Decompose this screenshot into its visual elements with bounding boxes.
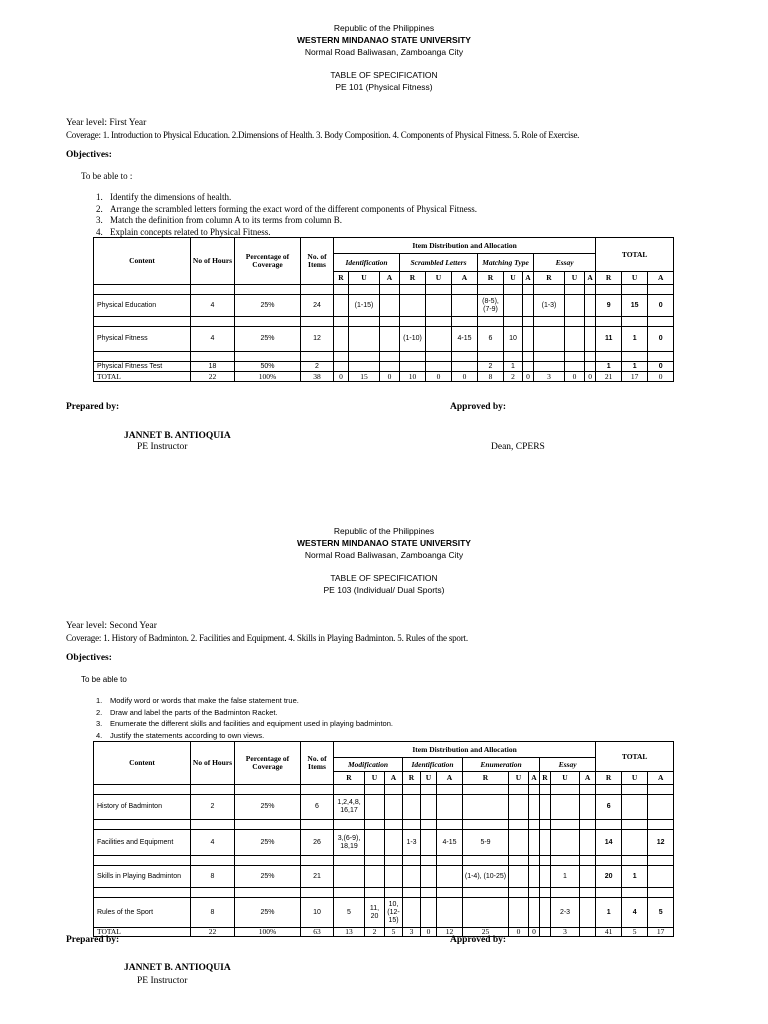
republic-line: Republic of the Philippines	[333, 526, 435, 536]
total-cell	[648, 795, 674, 820]
allocation-cell	[403, 795, 421, 820]
preparer-title: PE Instructor	[137, 442, 188, 452]
preparer-name: JANNET B. ANTIOQUIA	[124, 963, 231, 973]
university-name: WESTERN MINDANAO STATE UNIVERSITY	[297, 538, 471, 548]
allocation-cell	[463, 795, 509, 820]
allocation-cell	[421, 898, 437, 928]
allocation-cell	[400, 362, 426, 372]
total-cell: 14	[596, 830, 622, 856]
total-cell: 9	[596, 295, 622, 317]
allocation-cell	[437, 866, 463, 888]
allocation-cell: (1-10)	[400, 327, 426, 352]
allocation-cell: 13	[334, 928, 365, 937]
allocation-cell	[580, 898, 596, 928]
allocation-cell: (1-4), (10-25)	[463, 866, 509, 888]
allocation-cell	[437, 898, 463, 928]
hours-cell: 4	[191, 327, 235, 352]
specification-table	[93, 237, 674, 382]
total-cell: 0	[648, 295, 674, 317]
spacer-row	[94, 317, 674, 327]
republic-line: Republic of the Philippines	[333, 23, 435, 33]
header-type: Essay	[534, 254, 596, 272]
total-label: TOTAL	[94, 928, 191, 937]
total-cell: 17	[648, 928, 674, 937]
allocation-cell: 10	[400, 372, 426, 382]
total-cell: 15	[622, 295, 648, 317]
content-cell: Skills in Playing Badminton	[94, 866, 191, 888]
objectives-list	[96, 695, 393, 741]
allocation-cell	[334, 327, 349, 352]
header-a: A	[452, 272, 478, 285]
total-cell: 12	[648, 830, 674, 856]
allocation-cell	[421, 866, 437, 888]
to-be-able-to: To be able to :	[81, 171, 133, 181]
allocation-cell: 0	[426, 372, 452, 382]
header-a: A	[437, 772, 463, 785]
header-u: U	[622, 772, 648, 785]
year-level: Year level: First Year	[66, 118, 147, 128]
allocation-cell: 3	[534, 372, 565, 382]
allocation-cell: 5	[334, 898, 365, 928]
hours-cell: 22	[191, 372, 235, 382]
allocation-cell	[580, 866, 596, 888]
header-r: R	[463, 772, 509, 785]
allocation-cell	[380, 362, 400, 372]
allocation-cell: (1-15)	[349, 295, 380, 317]
coverage: Coverage: 1. History of Badminton. 2. Facilities and Equipment. 4. Skills in Playing Badminton. 5. Rules of the sport.	[66, 633, 468, 643]
allocation-cell: 0	[529, 928, 540, 937]
header-r: R	[403, 772, 421, 785]
allocation-cell: 2	[478, 362, 504, 372]
total-cell: 1	[596, 898, 622, 928]
allocation-cell	[437, 795, 463, 820]
header-u: U	[426, 272, 452, 285]
objective-item: 2. Arrange the scrambled letters forming the exact word of the different components of Physical Fitness.	[96, 203, 477, 214]
year-level: Year level: Second Year	[66, 621, 157, 631]
allocation-cell	[529, 866, 540, 888]
allocation-cell: 10, (12-15)	[385, 898, 403, 928]
header-type: Identification	[334, 254, 400, 272]
header-r: R	[596, 272, 622, 285]
total-cell: 5	[622, 928, 648, 937]
total-cell: 41	[596, 928, 622, 937]
allocation-cell	[385, 830, 403, 856]
allocation-cell	[421, 830, 437, 856]
hours-cell: 2	[191, 795, 235, 820]
content-cell: History of Badminton	[94, 795, 191, 820]
allocation-cell: 1	[504, 362, 523, 372]
allocation-cell: (8-5), (7-9)	[478, 295, 504, 317]
hours-cell: 4	[191, 295, 235, 317]
allocation-cell: 0	[380, 372, 400, 382]
items-cell: 21	[301, 866, 334, 888]
header-type: Scrambled Letters	[400, 254, 478, 272]
header-total: TOTAL	[596, 742, 674, 772]
total-cell: 5	[648, 898, 674, 928]
percentage-cell: 25%	[235, 295, 301, 317]
header-u: U	[421, 772, 437, 785]
allocation-cell: 8	[478, 372, 504, 382]
allocation-cell	[426, 327, 452, 352]
allocation-cell: 11, 20	[365, 898, 385, 928]
header-distribution: Item Distribution and Allocation	[334, 742, 596, 758]
course-title: PE 101 (Physical Fitness)	[335, 82, 433, 92]
content-cell: Physical Fitness Test	[94, 362, 191, 372]
total-row	[94, 928, 674, 937]
header-u: U	[622, 272, 648, 285]
header-items: No. of Items	[301, 742, 334, 785]
percentage-cell: 100%	[235, 372, 301, 382]
total-cell: 11	[596, 327, 622, 352]
hours-cell: 18	[191, 362, 235, 372]
header-type: Identification	[403, 758, 463, 772]
allocation-cell	[585, 327, 596, 352]
allocation-cell	[349, 362, 380, 372]
allocation-cell	[529, 830, 540, 856]
total-cell: 1	[622, 866, 648, 888]
allocation-cell	[426, 362, 452, 372]
allocation-cell	[365, 795, 385, 820]
total-cell: 17	[622, 372, 648, 382]
header-a: A	[380, 272, 400, 285]
items-cell: 38	[301, 372, 334, 382]
hours-cell: 8	[191, 898, 235, 928]
allocation-cell: 0	[334, 372, 349, 382]
total-cell	[648, 866, 674, 888]
allocation-cell	[365, 866, 385, 888]
total-cell: 1	[596, 362, 622, 372]
allocation-cell	[540, 898, 551, 928]
allocation-cell: 1,2,4,8, 16,17	[334, 795, 365, 820]
content-cell: Physical Fitness	[94, 327, 191, 352]
items-cell: 6	[301, 795, 334, 820]
allocation-cell	[523, 362, 534, 372]
total-cell: 20	[596, 866, 622, 888]
allocation-cell	[565, 327, 585, 352]
header-distribution: Item Distribution and Allocation	[334, 238, 596, 254]
objective-item: 3. Enumerate the different skills and facilities and equipment used in playing badminton.	[96, 719, 393, 728]
allocation-cell: 1-3	[403, 830, 421, 856]
header-u: U	[349, 272, 380, 285]
allocation-cell: 1	[551, 866, 580, 888]
header-a: A	[385, 772, 403, 785]
allocation-cell: 15	[349, 372, 380, 382]
allocation-cell	[452, 362, 478, 372]
header-u: U	[565, 272, 585, 285]
approved-by-label: Approved by:	[450, 935, 507, 945]
university-address: Normal Road Baliwasan, Zamboanga City	[304, 550, 464, 560]
header-u: U	[504, 272, 523, 285]
allocation-cell: 0	[565, 372, 585, 382]
allocation-cell: 2-3	[551, 898, 580, 928]
document-title: TABLE OF SPECIFICATION	[330, 573, 438, 583]
content-cell: Facilities and Equipment	[94, 830, 191, 856]
allocation-cell	[534, 327, 565, 352]
total-row	[94, 372, 674, 382]
header-hours: No of Hours	[191, 238, 235, 285]
items-cell: 26	[301, 830, 334, 856]
preparer-name: JANNET B. ANTIOQUIA	[124, 431, 231, 441]
allocation-cell	[403, 898, 421, 928]
university-address: Normal Road Baliwasan, Zamboanga City	[304, 47, 464, 57]
allocation-cell	[523, 327, 534, 352]
allocation-cell	[585, 362, 596, 372]
header-r: R	[478, 272, 504, 285]
percentage-cell: 25%	[235, 898, 301, 928]
preparer-title: PE Instructor	[137, 976, 188, 986]
hours-cell: 22	[191, 928, 235, 937]
allocation-cell	[509, 795, 529, 820]
allocation-cell	[523, 295, 534, 317]
allocation-cell: 6	[478, 327, 504, 352]
approved-by-label: Approved by:	[450, 402, 507, 412]
items-cell: 12	[301, 327, 334, 352]
objective-item: 3. Match the definition from column A to its terms from column B.	[96, 215, 342, 225]
allocation-cell	[551, 830, 580, 856]
allocation-cell	[349, 327, 380, 352]
header-percentage: Percentage of Coverage	[235, 238, 301, 285]
allocation-cell	[565, 362, 585, 372]
allocation-cell	[380, 295, 400, 317]
table-row	[94, 866, 674, 888]
header-r: R	[334, 772, 365, 785]
allocation-cell	[580, 795, 596, 820]
document-title: TABLE OF SPECIFICATION	[330, 70, 438, 80]
percentage-cell: 25%	[235, 830, 301, 856]
spacer-row	[94, 820, 674, 830]
header-r: R	[534, 272, 565, 285]
allocation-cell	[540, 928, 551, 937]
total-cell: 1	[622, 327, 648, 352]
allocation-cell	[365, 830, 385, 856]
objectives-list	[96, 192, 477, 238]
total-label: TOTAL	[94, 372, 191, 382]
objective-item: 1. Modify word or words that make the false statement true.	[96, 696, 299, 705]
total-cell	[622, 795, 648, 820]
spacer-row	[94, 285, 674, 295]
header-a: A	[523, 272, 534, 285]
allocation-cell	[504, 295, 523, 317]
objectives-label: Objectives:	[66, 150, 112, 160]
header-u: U	[551, 772, 580, 785]
allocation-cell: 0	[585, 372, 596, 382]
allocation-cell	[509, 830, 529, 856]
header-type: Matching Type	[478, 254, 534, 272]
percentage-cell: 25%	[235, 795, 301, 820]
allocation-cell: (1-3)	[534, 295, 565, 317]
allocation-cell: 4-15	[437, 830, 463, 856]
allocation-cell	[403, 866, 421, 888]
allocation-cell: 0	[421, 928, 437, 937]
hours-cell: 4	[191, 830, 235, 856]
items-cell: 63	[301, 928, 334, 937]
allocation-cell: 3	[403, 928, 421, 937]
header-a: A	[580, 772, 596, 785]
allocation-cell: 0	[509, 928, 529, 937]
allocation-cell	[400, 295, 426, 317]
header-r: R	[596, 772, 622, 785]
allocation-cell: 3	[551, 928, 580, 937]
header-content: Content	[94, 742, 191, 785]
header-type: Essay	[540, 758, 596, 772]
hours-cell: 8	[191, 866, 235, 888]
table-row	[94, 795, 674, 820]
allocation-cell: 2	[504, 372, 523, 382]
coverage: Coverage: 1. Introduction to Physical Education. 2.Dimensions of Health. 3. Body Composition. 4. Components of Physical Fitness. 5. Role of Exercise.	[66, 130, 580, 140]
allocation-cell: 0	[452, 372, 478, 382]
allocation-cell	[534, 362, 565, 372]
approver-title: Dean, CPERS	[491, 442, 545, 452]
total-cell: 1	[622, 362, 648, 372]
allocation-cell: 5-9	[463, 830, 509, 856]
spacer-row	[94, 785, 674, 795]
allocation-cell	[385, 795, 403, 820]
objective-item: 4. Explain concepts related to Physical Fitness.	[96, 226, 271, 237]
allocation-cell: 5	[385, 928, 403, 937]
header-r: R	[540, 772, 551, 785]
allocation-cell	[509, 898, 529, 928]
table-row	[94, 830, 674, 856]
allocation-cell	[551, 795, 580, 820]
allocation-cell	[452, 295, 478, 317]
allocation-cell	[334, 362, 349, 372]
header-a: A	[585, 272, 596, 285]
allocation-cell	[580, 928, 596, 937]
allocation-cell: 3,(6-9), 18,19	[334, 830, 365, 856]
allocation-cell	[380, 327, 400, 352]
allocation-cell	[426, 295, 452, 317]
header-u: U	[509, 772, 529, 785]
total-cell: 0	[648, 327, 674, 352]
objective-item: 4. Justify the statements according to own views.	[96, 730, 265, 740]
spacer-row	[94, 352, 674, 362]
allocation-cell	[334, 295, 349, 317]
objective-item: 2. Draw and label the parts of the Badminton Racket.	[96, 707, 278, 717]
allocation-cell	[529, 898, 540, 928]
percentage-cell: 50%	[235, 362, 301, 372]
prepared-by-label: Prepared by:	[66, 935, 120, 945]
allocation-cell	[463, 898, 509, 928]
percentage-cell: 25%	[235, 327, 301, 352]
content-cell: Physical Education	[94, 295, 191, 317]
specification-table	[93, 741, 674, 937]
table-row	[94, 362, 674, 372]
spacer-row	[94, 888, 674, 898]
allocation-cell	[540, 866, 551, 888]
total-cell: 21	[596, 372, 622, 382]
total-cell	[622, 830, 648, 856]
total-cell: 4	[622, 898, 648, 928]
allocation-cell: 4-15	[452, 327, 478, 352]
allocation-cell	[529, 795, 540, 820]
allocation-cell	[509, 866, 529, 888]
allocation-cell: 0	[523, 372, 534, 382]
allocation-cell: 12	[437, 928, 463, 937]
allocation-cell	[565, 295, 585, 317]
header-r: R	[334, 272, 349, 285]
allocation-cell	[334, 866, 365, 888]
allocation-cell: 10	[504, 327, 523, 352]
allocation-cell	[385, 866, 403, 888]
objective-item: 1. Identify the dimensions of health.	[96, 192, 232, 202]
allocation-cell	[580, 830, 596, 856]
items-cell: 2	[301, 362, 334, 372]
table-row	[94, 898, 674, 928]
header-type: Enumeration	[463, 758, 540, 772]
header-items: No. of Items	[301, 238, 334, 285]
header-u: U	[365, 772, 385, 785]
prepared-by-label: Prepared by:	[66, 402, 120, 412]
total-cell: 0	[648, 362, 674, 372]
content-cell: Rules of the Sport	[94, 898, 191, 928]
header-type: Modification	[334, 758, 403, 772]
header-a: A	[648, 772, 674, 785]
university-name: WESTERN MINDANAO STATE UNIVERSITY	[297, 35, 471, 45]
header-percentage: Percentage of Coverage	[235, 742, 301, 785]
header-content: Content	[94, 238, 191, 285]
allocation-cell	[585, 295, 596, 317]
spacer-row	[94, 856, 674, 866]
total-cell: 6	[596, 795, 622, 820]
header-total: TOTAL	[596, 238, 674, 272]
header-a: A	[648, 272, 674, 285]
total-cell: 0	[648, 372, 674, 382]
allocation-cell	[540, 830, 551, 856]
header-r: R	[400, 272, 426, 285]
percentage-cell: 100%	[235, 928, 301, 937]
to-be-able-to: To be able to	[81, 675, 127, 684]
header-hours: No of Hours	[191, 742, 235, 785]
allocation-cell	[421, 795, 437, 820]
objectives-label: Objectives:	[66, 653, 112, 663]
allocation-cell: 25	[463, 928, 509, 937]
percentage-cell: 25%	[235, 866, 301, 888]
allocation-cell: 2	[365, 928, 385, 937]
allocation-cell	[540, 795, 551, 820]
course-title: PE 103 (Individual/ Dual Sports)	[323, 585, 445, 595]
table-row	[94, 295, 674, 317]
header-a: A	[529, 772, 540, 785]
items-cell: 10	[301, 898, 334, 928]
table-row	[94, 327, 674, 352]
items-cell: 24	[301, 295, 334, 317]
